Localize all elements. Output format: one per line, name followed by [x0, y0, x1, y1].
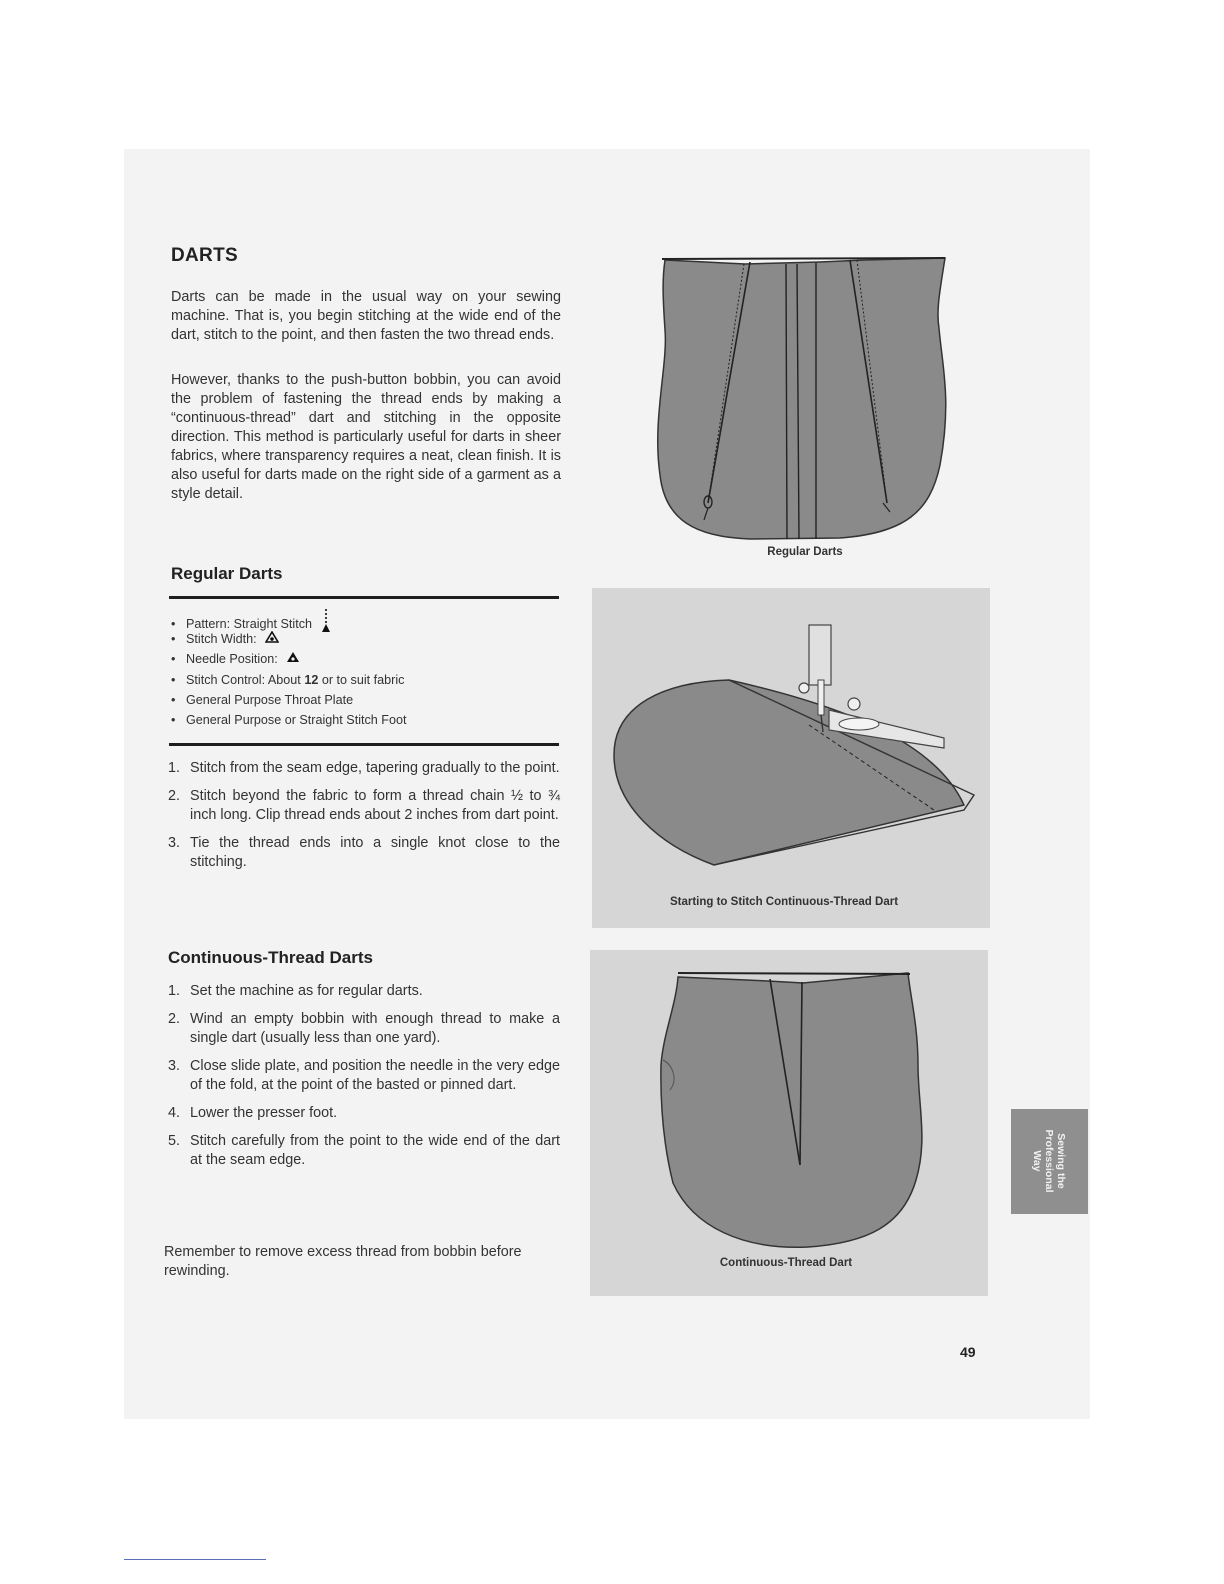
list-item: 3. Close slide plate, and position the needle in the very edge of the fold, at the point of the basted or pinned dart.	[168, 1058, 560, 1093]
continuous-dart-caption: Continuous-Thread Dart	[719, 1257, 853, 1269]
footer-link-underline	[124, 1559, 266, 1560]
center-fold-line-1	[786, 264, 787, 539]
needle-position-icon	[286, 650, 300, 670]
list-item: 4. Lower the presser foot.	[168, 1105, 338, 1121]
settings-bottom-rule	[169, 743, 559, 746]
section-heading: DARTS	[171, 245, 238, 266]
continuous-darts-steps	[168, 982, 560, 1179]
list-item: 5. Stitch carefully from the point to the wide end of the dart at the seam edge.	[168, 1133, 560, 1168]
setting-foot: • General Purpose or Straight Stitch Foot	[171, 712, 407, 727]
continuous-dart-illustration	[648, 965, 948, 1250]
settings-top-rule	[169, 596, 559, 599]
list-item: 1. Stitch from the seam edge, tapering gradually to the point.	[168, 760, 560, 776]
fabric-shape	[658, 258, 946, 539]
regular-darts-illustration	[640, 250, 950, 545]
continuous-darts-heading: Continuous-Thread Darts	[168, 948, 373, 967]
straight-stitch-icon	[321, 609, 331, 640]
setting-stitch-control: • Stitch Control: About 12 or to suit fabric	[171, 672, 405, 687]
section-tab-label: Sewing the Professional Way	[1031, 1129, 1067, 1193]
regular-darts-caption: Regular Darts	[767, 546, 843, 558]
screw-right-icon	[848, 698, 860, 710]
list-item: 3. Tie the thread ends into a single knot close to the stitching.	[168, 835, 560, 870]
intro-paragraph-1: Darts can be made in the usual way on your sewing machine. That is, you begin stitching at the wide end of the dart, stitch to the point, and then fasten the two thread ends.	[171, 289, 561, 343]
regular-darts-heading: Regular Darts	[171, 564, 283, 583]
setting-throat-plate: • General Purpose Throat Plate	[171, 692, 354, 707]
regular-darts-steps	[168, 759, 560, 881]
section-tab	[1011, 1109, 1088, 1214]
seam-edge-line	[678, 973, 910, 974]
list-item: 2. Stitch beyond the fabric to form a thread chain ½ to ¾ inch long. Clip thread ends about 2 inches from dart point.	[168, 788, 560, 823]
width-setting-icon	[265, 630, 279, 650]
screw-left-icon	[799, 683, 809, 693]
setting-needle-position: • Needle Position:	[171, 649, 561, 669]
foot-slot	[839, 718, 879, 730]
needle-clamp	[818, 680, 824, 715]
setting-stitch-width: • Stitch Width:	[171, 629, 561, 649]
list-item: 2. Wind an empty bobbin with enough thread to make a single dart (usually less than one yard).	[168, 1011, 560, 1046]
page-number: 49	[960, 1344, 976, 1360]
intro-paragraph-2: However, thanks to the push-button bobbin, you can avoid the problem of fastening the thread ends by making a “continuous-thread” dart and stitching in the opposite direction. This method is particularly useful for darts in sheer fabrics, where transparency requires a neat, clean finish. It is also useful for darts made on the right side of a garment as a style detail.	[171, 372, 561, 502]
rewind-note: Remember to remove excess thread from bobbin before rewinding.	[164, 1244, 522, 1279]
setting-pattern: • Pattern: Straight Stitch	[171, 609, 561, 629]
seam-edge-line	[662, 258, 945, 259]
presser-bar	[809, 625, 831, 685]
starting-stitch-illustration	[604, 620, 984, 890]
machine-settings-list	[171, 609, 561, 730]
starting-stitch-caption: Starting to Stitch Continuous-Thread Dart	[669, 896, 899, 908]
list-item: 1. Set the machine as for regular darts.	[168, 983, 423, 999]
